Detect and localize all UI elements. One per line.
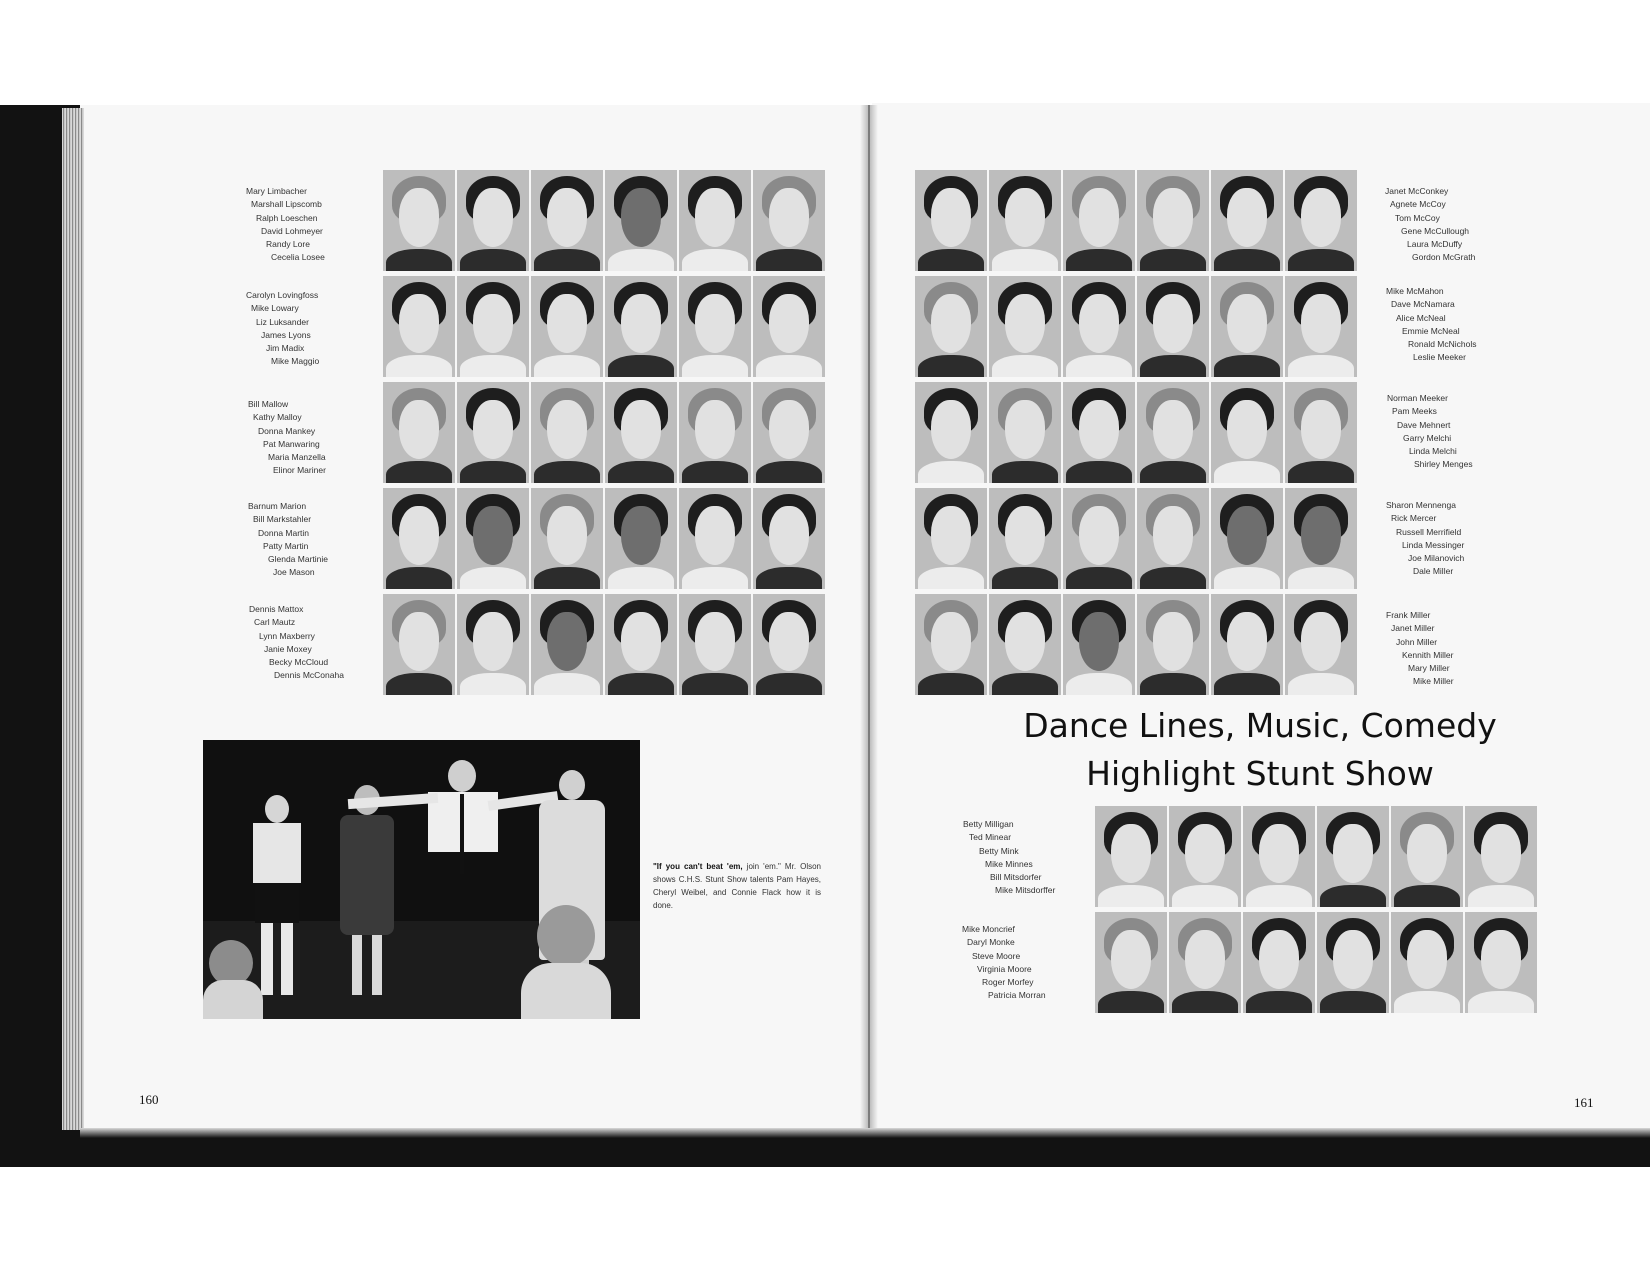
student-name: Roger Morfey [982, 977, 1034, 988]
student-name: Lynn Maxberry [259, 630, 315, 641]
student-portrait [531, 594, 603, 695]
student-portrait [1137, 276, 1209, 377]
name-list-right-4 [1386, 499, 1464, 579]
student-portrait [1391, 912, 1463, 1013]
portrait-grid-left [383, 170, 825, 695]
student-portrait [457, 276, 529, 377]
student-name: Mike Mitsdorffer [995, 885, 1056, 896]
student-name: Carolyn Lovingfoss [246, 290, 319, 300]
student-name: Linda Messinger [1402, 539, 1465, 550]
student-name: Janie Moxey [264, 643, 312, 654]
page-edges [62, 108, 84, 1130]
student-name: Steve Moore [972, 950, 1021, 961]
student-name: Ralph Loeschen [256, 212, 318, 223]
student-portrait [457, 594, 529, 695]
student-portrait [1211, 382, 1283, 483]
student-name: Jim Madix [266, 343, 305, 354]
student-name: Gene McCullough [1401, 225, 1470, 236]
student-portrait [1137, 594, 1209, 695]
student-portrait [605, 170, 677, 271]
student-portrait [1285, 170, 1357, 271]
student-portrait [1285, 382, 1357, 483]
name-list-right-lower-1 [963, 818, 1055, 898]
student-name: Laura McDuffy [1407, 239, 1463, 250]
page-number-left: 160 [139, 1092, 159, 1107]
student-name: Ted Minear [969, 832, 1012, 843]
student-name: Tom McCoy [1395, 212, 1440, 223]
performer-figure [418, 760, 508, 910]
student-name: Mary Limbacher [246, 186, 307, 196]
student-portrait [605, 488, 677, 589]
student-name: David Lohmeyer [261, 225, 323, 236]
student-portrait [679, 276, 751, 377]
student-portrait [1095, 806, 1167, 907]
student-name: Mike Moncrief [962, 924, 1015, 934]
student-name: Donna Martin [258, 527, 310, 538]
student-name: Joe Mason [273, 567, 315, 578]
student-portrait [605, 382, 677, 483]
student-name: Cecelia Losee [271, 252, 325, 263]
student-portrait [1391, 806, 1463, 907]
student-name: Russell Merrifield [1396, 526, 1462, 537]
performer-figure [328, 785, 408, 995]
student-name: Donna Mankey [258, 425, 316, 436]
student-portrait [989, 170, 1061, 271]
student-portrait [1317, 912, 1389, 1013]
student-name: Bill Mallow [248, 399, 289, 409]
student-name: Becky McCloud [269, 657, 329, 668]
page-bottom-shadow [80, 1128, 1650, 1138]
headline-line-2: Highlight Stunt Show [1086, 754, 1434, 793]
student-portrait [753, 594, 825, 695]
audience-head [521, 905, 611, 1019]
name-list-right-1 [1385, 185, 1475, 265]
student-name: Frank Miller [1386, 610, 1431, 620]
student-name: Bill Markstahler [253, 514, 312, 525]
student-name: Emmie McNeal [1402, 325, 1460, 336]
student-name: Daryl Monke [967, 937, 1015, 948]
student-portrait [989, 594, 1061, 695]
name-list-left-3 [248, 398, 326, 478]
student-portrait [679, 382, 751, 483]
student-name: Linda Melchi [1409, 446, 1457, 457]
student-portrait [531, 276, 603, 377]
student-name: Janet Miller [1391, 623, 1435, 634]
student-name: Mary Miller [1408, 663, 1450, 674]
student-portrait [1169, 806, 1241, 907]
student-portrait [1137, 382, 1209, 483]
student-portrait [605, 276, 677, 377]
name-list-right-3 [1387, 392, 1473, 472]
student-portrait [915, 488, 987, 589]
student-name: Marshall Lipscomb [251, 199, 322, 210]
student-name: Dennis McConaha [274, 670, 344, 681]
student-name: Agnete McCoy [1390, 199, 1446, 210]
section-headline [990, 702, 1530, 798]
student-portrait [1465, 806, 1537, 907]
student-name: John Miller [1396, 636, 1438, 647]
student-name: Carl Mautz [254, 617, 296, 628]
student-portrait [1211, 276, 1283, 377]
student-name: Glenda Martinie [268, 554, 329, 565]
student-name: Pam Meeks [1392, 406, 1437, 417]
student-name: Alice McNeal [1396, 312, 1446, 323]
name-list-right-lower-2 [962, 923, 1046, 1003]
student-name: Leslie Meeker [1413, 352, 1466, 363]
caption-quote: "If you can't beat 'em, [653, 862, 743, 871]
student-name: James Lyons [261, 329, 311, 340]
student-name: Gordon McGrath [1412, 252, 1476, 263]
student-name: Mike Minnes [985, 858, 1033, 869]
student-portrait [531, 382, 603, 483]
student-portrait [1095, 912, 1167, 1013]
student-portrait [383, 382, 455, 483]
student-name: Liz Luksander [256, 316, 309, 327]
student-name: Dale Miller [1413, 566, 1454, 577]
student-portrait [1063, 170, 1135, 271]
student-name: Dave Mehnert [1397, 419, 1451, 430]
student-portrait [1063, 276, 1135, 377]
student-portrait [679, 488, 751, 589]
student-portrait [989, 276, 1061, 377]
student-name: Mike Lowary [251, 303, 299, 314]
student-name: Kathy Malloy [253, 412, 302, 423]
student-name: Mike McMahon [1386, 286, 1444, 296]
student-portrait [1211, 594, 1283, 695]
student-name: Bill Mitsdorfer [990, 872, 1042, 883]
student-portrait [1465, 912, 1537, 1013]
name-list-left-2 [246, 289, 319, 369]
student-portrait [753, 170, 825, 271]
student-name: Patricia Morran [988, 990, 1046, 1001]
student-name: Dennis Mattox [249, 604, 304, 614]
student-name: Mike Maggio [271, 356, 320, 367]
student-name: Kennith Miller [1402, 649, 1454, 660]
student-portrait [1211, 170, 1283, 271]
student-portrait [383, 488, 455, 589]
student-portrait [915, 276, 987, 377]
student-name: Betty Milligan [963, 819, 1014, 829]
photo-caption [653, 860, 821, 912]
student-portrait [989, 382, 1061, 483]
student-portrait [457, 488, 529, 589]
student-portrait [1317, 806, 1389, 907]
stunt-show-photo [203, 740, 640, 1019]
student-name: Randy Lore [266, 239, 310, 250]
student-name: Ronald McNichols [1408, 339, 1477, 350]
name-list-left-4 [248, 500, 328, 580]
student-name: Maria Manzella [268, 452, 326, 463]
student-portrait [753, 382, 825, 483]
name-list-right-5 [1386, 609, 1454, 689]
student-portrait [1137, 170, 1209, 271]
student-portrait [1285, 488, 1357, 589]
student-name: Elinor Mariner [273, 465, 326, 476]
student-name: Garry Melchi [1403, 432, 1452, 443]
student-name: Sharon Mennenga [1386, 500, 1456, 510]
student-portrait [383, 170, 455, 271]
student-portrait [531, 488, 603, 589]
student-portrait [1243, 912, 1315, 1013]
student-portrait [915, 170, 987, 271]
name-list-left-5 [249, 603, 344, 683]
student-portrait [605, 594, 677, 695]
student-portrait [1137, 488, 1209, 589]
audience-head [203, 940, 263, 1019]
student-portrait [1063, 594, 1135, 695]
book-gutter [860, 105, 878, 1137]
student-portrait [679, 170, 751, 271]
student-portrait [457, 170, 529, 271]
student-portrait [1211, 488, 1283, 589]
student-name: Shirley Menges [1414, 459, 1473, 470]
portrait-grid-right [915, 170, 1357, 695]
student-portrait [915, 594, 987, 695]
student-name: Rick Mercer [1391, 513, 1437, 524]
portrait-grid-right-lower [1095, 806, 1537, 1013]
student-portrait [1285, 276, 1357, 377]
student-portrait [753, 276, 825, 377]
student-portrait [383, 276, 455, 377]
student-name: Norman Meeker [1387, 393, 1448, 403]
student-name: Joe Milanovich [1408, 553, 1465, 564]
student-portrait [383, 594, 455, 695]
student-name: Patty Martin [263, 540, 309, 551]
caption-text: join 'em." Mr. Olson shows C.H.S. Stunt Show talents Pam Hayes, Cheryl Weibel, and Connie Flack how it is done. [653, 862, 821, 910]
student-name: Dave McNamara [1391, 299, 1455, 310]
student-portrait [1063, 382, 1135, 483]
student-portrait [531, 170, 603, 271]
student-name: Mike Miller [1413, 676, 1454, 687]
student-portrait [679, 594, 751, 695]
student-portrait [989, 488, 1061, 589]
student-portrait [1243, 806, 1315, 907]
student-name: Virginia Moore [977, 963, 1032, 974]
student-portrait [1063, 488, 1135, 589]
student-name: Betty Mink [979, 845, 1019, 856]
student-name: Janet McConkey [1385, 186, 1449, 196]
student-name: Pat Manwaring [263, 438, 320, 449]
page-number-right: 161 [1574, 1095, 1594, 1110]
student-portrait [457, 382, 529, 483]
student-portrait [753, 488, 825, 589]
headline-line-1: Dance Lines, Music, Comedy [1023, 706, 1497, 745]
student-portrait [1285, 594, 1357, 695]
name-list-left-1 [246, 185, 325, 265]
student-portrait [915, 382, 987, 483]
name-list-right-2 [1386, 285, 1477, 365]
student-name: Barnum Marion [248, 501, 307, 511]
student-portrait [1169, 912, 1241, 1013]
